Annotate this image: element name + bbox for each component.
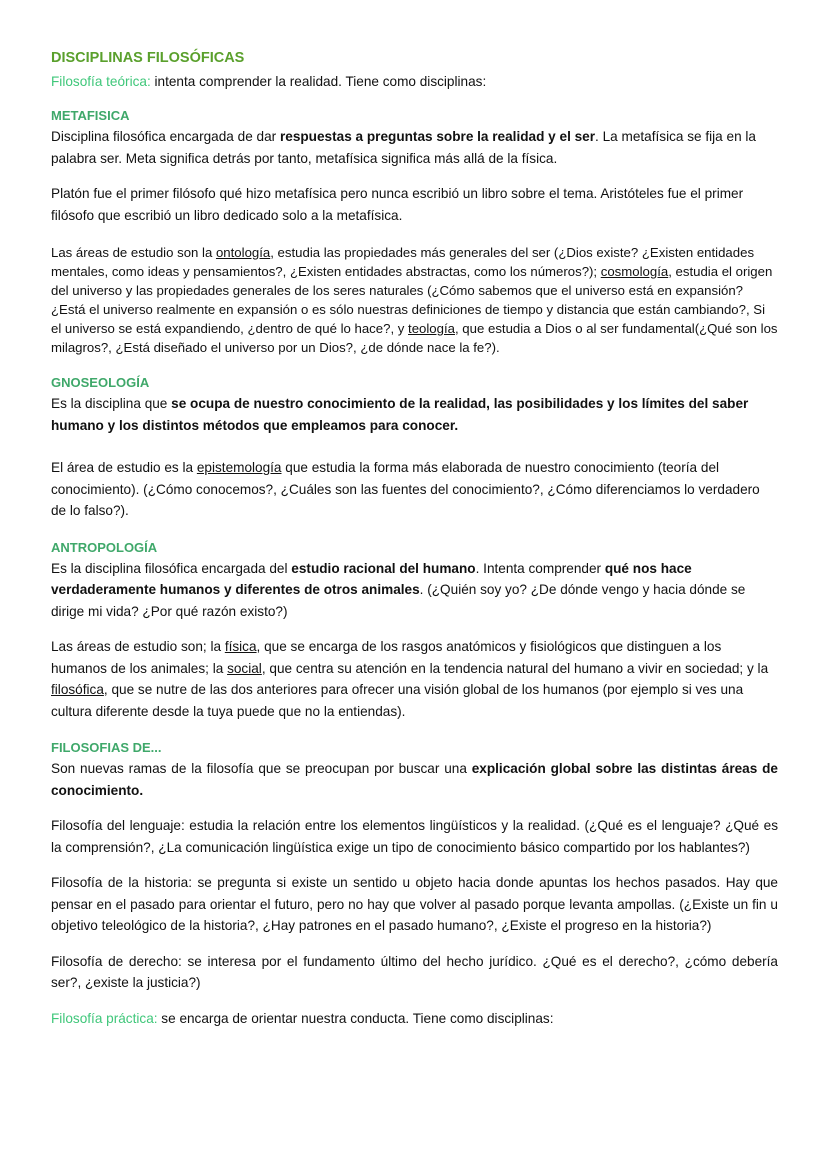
gnoseologia-paragraph-2 — [51, 457, 778, 522]
text-run: Disciplina filosófica encargada de dar — [51, 129, 280, 144]
underlined-term-social: social — [227, 660, 262, 676]
text-run: Las áreas de estudio son; la — [51, 639, 225, 654]
intro-practica-label: Filosofía práctica: — [51, 1010, 158, 1026]
filosofias-de-paragraph-1 — [51, 758, 778, 801]
underlined-term-filosofica: filosófica — [51, 682, 104, 697]
document-page — [51, 48, 778, 1029]
filosofia-derecho-paragraph: Filosofía de derecho: se interesa por el fundamento último del hecho jurídico. ¿Qué es el derecho?, ¿cómo debería ser?, ¿existe la justicia?) — [51, 953, 778, 990]
text-run: , que centra su atención en la tendencia natural del humano a vivir en sociedad; y la — [261, 660, 769, 676]
text-run: Son nuevas ramas de la filosofía que se preocupan por buscar una — [51, 761, 472, 776]
text-run: El área de estudio es la — [51, 460, 197, 475]
bold-run: qué nos hace verdaderamente humanos y diferentes de otros animales — [51, 560, 692, 597]
antropologia-paragraph-1 — [51, 558, 778, 623]
section-title-metafisica: METAFISICA — [51, 108, 130, 123]
metafisica-paragraph-3 — [51, 243, 778, 357]
text-run: . Intenta comprender — [475, 560, 605, 576]
antropologia-paragraph-2 — [51, 636, 778, 722]
underlined-term-teologia: teología — [408, 321, 455, 336]
text-run: , que se encarga de los rasgos anatómicos y fisiológicos que distinguen a los humanos de los animales; la — [51, 639, 722, 676]
section-title-gnoseologia: GNOSEOLOGÍA — [51, 375, 150, 390]
section-title-antropologia: ANTROPOLOGÍA — [51, 539, 158, 555]
filosofia-lenguaje-paragraph: Filosofía del lenguaje: estudia la relación entre los elementos lingüísticos y la realidad. (¿Qué es el lenguaje? ¿Qué es la comprensión?, ¿La comunicación lingüística exige un tipo de conocimiento básico compartido por los hablantes?) — [51, 818, 778, 855]
intro-teorica-text: intenta comprender la realidad. Tiene como disciplinas: — [150, 74, 487, 89]
metafisica-paragraph-2: Platón fue el primer filósofo qué hizo metafísica pero nunca escribió un libro sobre el tema. Aristóteles fue el primer filósofo que escribió un libro dedicado solo a la metafísica. — [51, 186, 744, 223]
text-run: . La metafísica se fija en la palabra ser. Meta significa detrás por tanto, metafísica significa más allá de la física. — [51, 129, 756, 166]
text-run: , que estudia a Dios o al ser fundamental(¿Qué son los milagros?, ¿Está diseñado el universo por un Dios?, ¿de dónde nace la fe?). — [51, 321, 778, 355]
underlined-term-epistemologia: epistemología — [196, 460, 282, 475]
bold-run: respuestas a preguntas sobre la realidad y el ser — [279, 129, 596, 144]
text-run: Es la disciplina filosófica encargada del — [51, 560, 292, 576]
metafisica-paragraph-1 — [51, 126, 778, 169]
text-run: . (¿Quién soy yo? ¿De dónde vengo y hacia dónde se dirige mi vida? ¿Por qué razón existo?) — [51, 582, 746, 619]
intro-practica — [51, 1008, 778, 1029]
text-run: Las áreas de estudio son la — [51, 245, 216, 260]
underlined-term-cosmologia: cosmología — [600, 264, 669, 279]
text-run: Es la disciplina que — [51, 396, 172, 411]
filosofia-historia-paragraph: Filosofía de la historia: se pregunta si existe un sentido u objeto hacia donde apuntas los hechos pasados. Hay que pensar en el pasado para orientar el futuro, pero no hay que volver al pasado porque levanta ampollas. (¿Existe un fin u objetivo teleológico de la historia?, ¿Hay patrones en el pasado humano?, ¿Existe el progreso en la historia?) — [51, 875, 778, 933]
bold-run: explicación global sobre las distintas áreas de conocimiento. — [51, 761, 778, 798]
intro-practica-text: se encarga de orientar nuestra conducta. Tiene como disciplinas: — [157, 1010, 554, 1026]
bold-run: se ocupa de nuestro conocimiento de la realidad, las posibilidades y los límites del saber humano y los distintos métodos que empleamos para conocer. — [51, 396, 749, 433]
underlined-term-fisica: física — [224, 639, 257, 654]
underlined-term-ontologia: ontología — [215, 245, 271, 260]
text-run: , estudia el origen del universo y las propiedades generales de los seres naturales (¿Cómo sabemos que el universo está en expansión? ¿Está el universo realmente en expansión o es sólo nuestras definiciones de tiempo y distancia que están cambiando?, Si el universo se está expandiendo, ¿dentro de qué lo hace?, y — [51, 264, 773, 336]
section-title-filosofias-de: FILOSOFIAS DE... — [51, 740, 162, 755]
intro-teorica — [51, 71, 778, 92]
text-run: que estudia la forma más elaborada de nuestro conocimiento (teoría del conocimiento). (¿Cómo conocemos?, ¿Cuáles son las fuentes del conocimiento?, ¿Cómo diferenciamos lo verdadero de lo falso?). — [51, 460, 760, 518]
text-run: , estudia las propiedades más generales del ser (¿Dios existe? ¿Existen entidades mentales, como ideas y pensamientos?, ¿Existen entidades abstractas, como los números?); — [51, 245, 755, 279]
bold-run: estudio racional del humano — [291, 560, 476, 576]
gnoseologia-paragraph-1 — [51, 393, 778, 436]
text-run: , que se nutre de las dos anteriores para ofrecer una visión global de los humanos (por ejemplo si ves una cultura diferente desde la tuya puede que no la entiendas). — [51, 682, 744, 719]
document-title: DISCIPLINAS FILOSÓFICAS — [51, 50, 245, 66]
intro-teorica-label: Filosofía teórica: — [51, 74, 151, 89]
